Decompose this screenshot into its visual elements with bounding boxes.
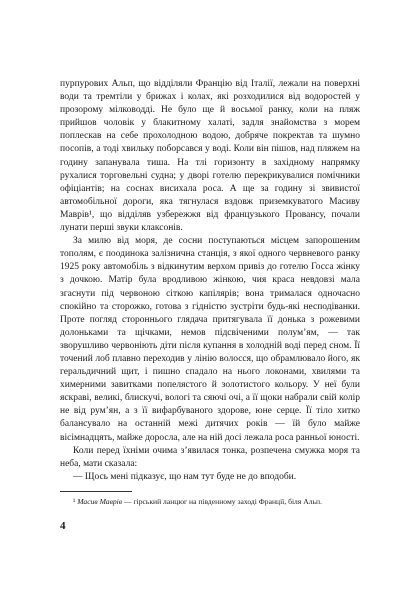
footnote xyxy=(60,497,360,507)
footnote-term: Масив Маврів xyxy=(77,496,123,506)
paragraph-4: — Щось мені підказує, що нам тут буде не до вподоби. xyxy=(73,471,297,482)
footnote-marker: ¹ xyxy=(73,496,76,506)
paragraph-3: Коли перед їхніми очима з’явилася тонка, розпечена смужка моря та неба, мати сказала: xyxy=(60,445,360,469)
footnote-divider xyxy=(60,491,132,492)
footnote-text: — гірський ланцюг на південному заході Франції, біля Альп. xyxy=(122,496,322,506)
page-number: 4 xyxy=(60,520,66,532)
paragraph-2: За милю від моря, де сосни поступаються місцем запорошеним тополям, є поодинока залізнична станція, з якої одного червневого ранку 1925 року автомобіль з відкинутим верхом привіз до готелю Госса жінку з дочкою. Матір була вродливою жінкою, чия краса невдовзі мала згаснути під червоною сіткою капілярів; вона трималася одночасно спокійно та сторожко, готова з гідністю зустріти будь-які несподіванки. Проте погляд стороннього глядача притягувала її донька з рожевими долоньками та щічками, немов підсвіченими полум’ям, — так зворушливо червоніють діти після купання в холодній воді перед сном. Її точений лоб плавно переходив у лінію волосся, що обрамлювало його, як геральдичний щит, і пишно спадало на нього локонами, хвилями та химерними завитками попелястого й золотистого кольору. У неї були яскраві, великі, блискучі, вологі та сяючі очі, а її щоки набрали свій колір не від рум’ян, а з її вифарбуваного здорове, юне серце. Її тіло хитко балансувало на останній межі дитячих років — їй було майже вісімнадцять, майже доросла, але на ній досі лежала роса ранньої юності. xyxy=(60,236,360,443)
paragraph-1: пурпурових Альп, що відділяли Францію від Італії, лежали на поверхні води та тремтіли у брижах і колах, які розходилися від водоростей у прозорому мілководді. Не було ще й восьмої ранку, коли на пляж прийшов чоловік у блакитному халаті, задля знайомства з морем поплескав на себе прохолодною водою, добряче покректав та шумно посопів, а тоді хвильку поборсався у воді. Коли він пішов, над пляжем на годину запанувала тиша. На тлі горизонту в західному напрямку рухалися торговельні судна; у дворі готелю перекрикувалися помічники офіціантів; на соснах висихала роса. А ще за годину зі звивистої автомобільної дороги, яка тягнулася вздовж приземкуватого Масиву Маврів¹, що відділяв узбережжя від французького Провансу, почали лунати перші звуки клаксонів. xyxy=(60,79,360,234)
body-text xyxy=(60,78,360,507)
